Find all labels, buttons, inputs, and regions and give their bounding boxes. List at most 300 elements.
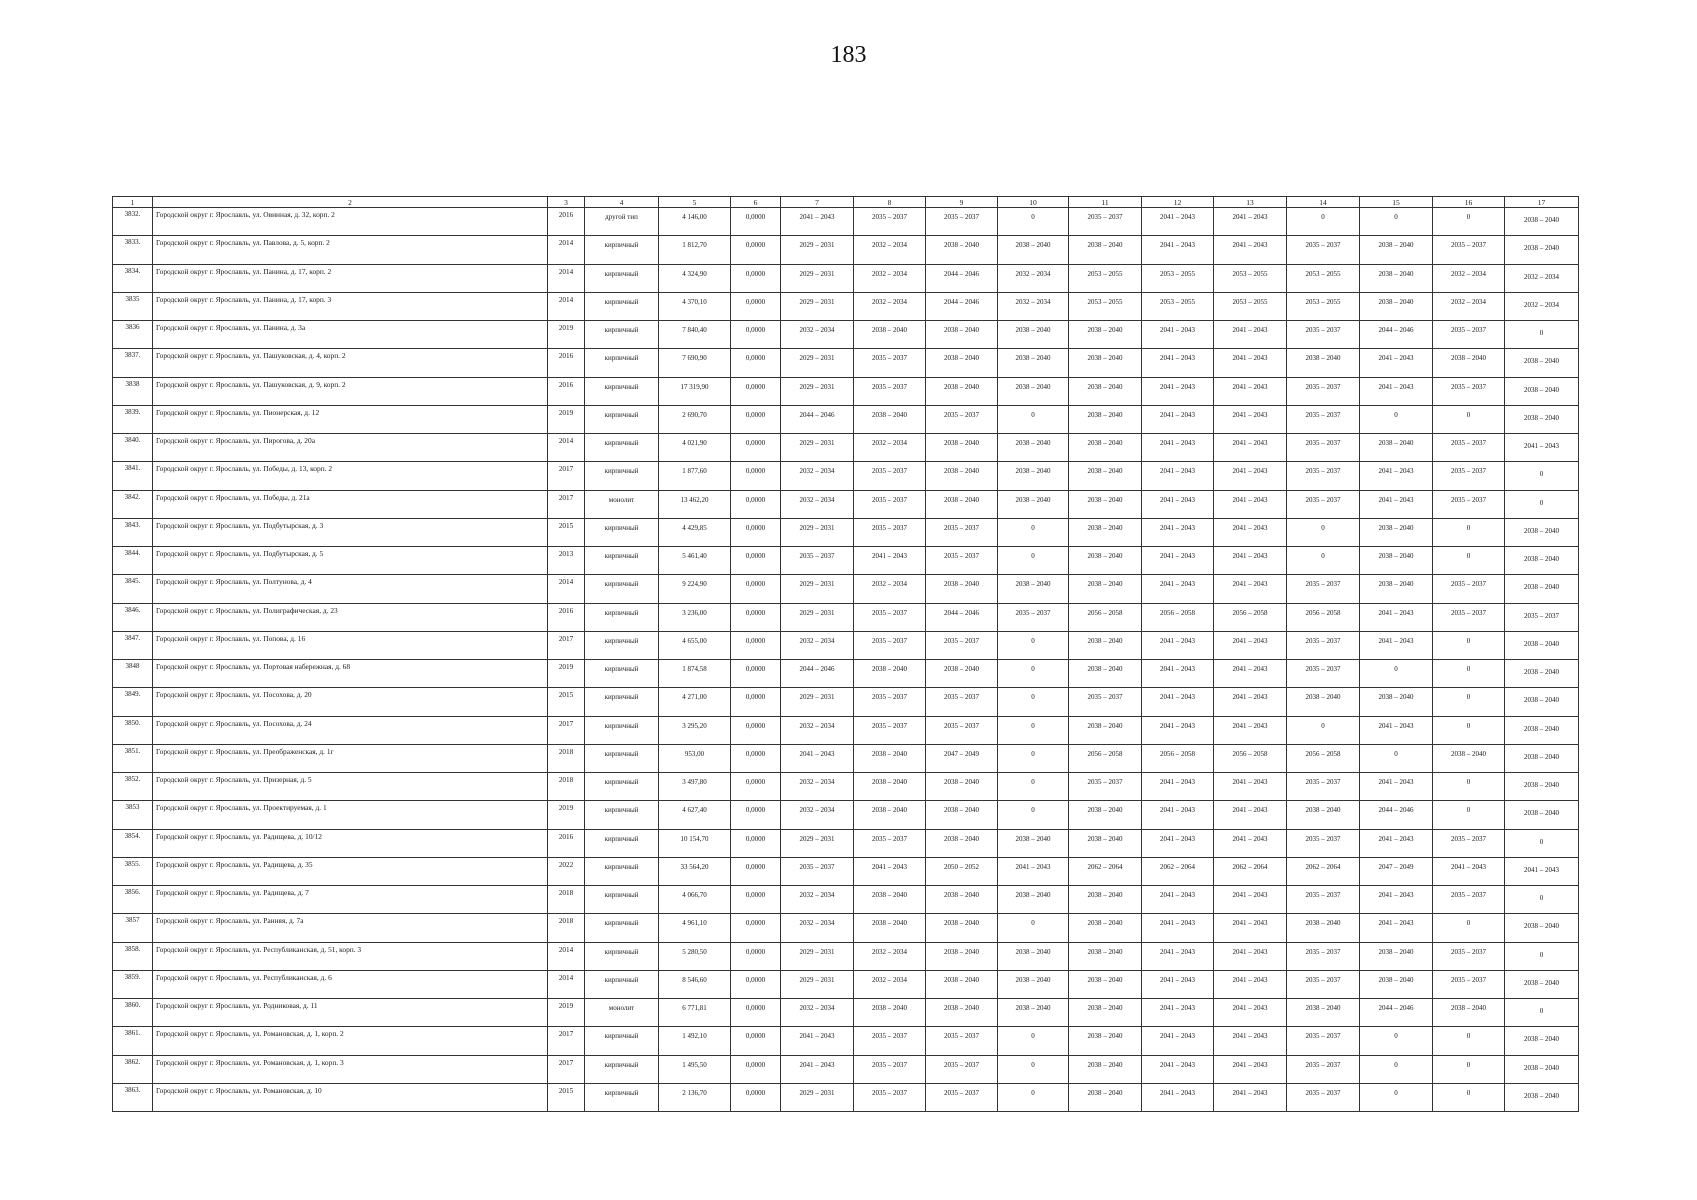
cell-col-7: 2032 – 2034	[781, 914, 854, 942]
cell-col-10: 2038 – 2040	[998, 490, 1069, 518]
cell-area: 10 154,70	[659, 829, 731, 857]
cell-col-6: 0,0000	[731, 942, 781, 970]
cell-col-6: 0,0000	[731, 660, 781, 688]
cell-col-16: 0	[1433, 208, 1505, 236]
cell-area: 5 280,50	[659, 942, 731, 970]
cell-col-11: 2038 – 2040	[1069, 1083, 1142, 1111]
cell-wall-material: кирпичный	[585, 631, 659, 659]
cell-year: 2019	[548, 801, 585, 829]
cell-wall-material: кирпичный	[585, 547, 659, 575]
table-row	[113, 236, 1579, 264]
cell-row-number: 3856.	[113, 886, 153, 914]
cell-col-10: 0	[998, 631, 1069, 659]
cell-address: Городской округ г. Ярославль, ул. Полиграфическая, д. 23	[153, 603, 548, 631]
cell-col-10: 2038 – 2040	[998, 886, 1069, 914]
cell-col-11: 2062 – 2064	[1069, 857, 1142, 885]
cell-col-13: 2041 – 2043	[1214, 970, 1287, 998]
cell-address: Городской округ г. Ярославль, ул. Панина, д. 3а	[153, 321, 548, 349]
cell-area: 7 690,90	[659, 349, 731, 377]
cell-address: Городской округ г. Ярославль, ул. Радищева, д. 10/12	[153, 829, 548, 857]
cell-col-9: 2038 – 2040	[926, 886, 998, 914]
cell-area: 4 429,85	[659, 518, 731, 546]
cell-col-8: 2032 – 2034	[854, 575, 926, 603]
cell-col-8: 2035 – 2037	[854, 829, 926, 857]
header-cell-address: 2	[153, 197, 548, 208]
cell-col-16: 0	[1433, 547, 1505, 575]
cell-col-14: 2035 – 2037	[1287, 434, 1360, 462]
cell-col-11: 2056 – 2058	[1069, 744, 1142, 772]
cell-row-number: 3852.	[113, 773, 153, 801]
cell-address: Городской округ г. Ярославль, ул. Победы, д. 21а	[153, 490, 548, 518]
cell-address: Городской округ г. Ярославль, ул. Павлова, д. 5, корп. 2	[153, 236, 548, 264]
cell-area: 4 066,70	[659, 886, 731, 914]
cell-col-10: 0	[998, 688, 1069, 716]
cell-col-11: 2038 – 2040	[1069, 886, 1142, 914]
cell-col-7: 2029 – 2031	[781, 292, 854, 320]
cell-row-number: 3842.	[113, 490, 153, 518]
cell-address: Городской округ г. Ярославль, ул. Овинная, д. 32, корп. 2	[153, 208, 548, 236]
cell-col-15: 2044 – 2046	[1360, 321, 1433, 349]
cell-col-15: 0	[1360, 660, 1433, 688]
cell-col-8: 2038 – 2040	[854, 773, 926, 801]
cell-col-14: 2038 – 2040	[1287, 801, 1360, 829]
cell-col-10: 2038 – 2040	[998, 321, 1069, 349]
cell-row-number: 3861.	[113, 1027, 153, 1055]
cell-col-17: 2038 – 2040	[1505, 716, 1579, 744]
cell-area: 1 874,58	[659, 660, 731, 688]
cell-area: 4 627,40	[659, 801, 731, 829]
data-table	[112, 196, 1579, 1112]
cell-col-14: 2035 – 2037	[1287, 970, 1360, 998]
cell-year: 2019	[548, 321, 585, 349]
cell-col-15: 0	[1360, 1055, 1433, 1083]
cell-wall-material: кирпичный	[585, 857, 659, 885]
cell-col-14: 2056 – 2058	[1287, 744, 1360, 772]
cell-col-15: 2041 – 2043	[1360, 462, 1433, 490]
cell-col-16: 0	[1433, 631, 1505, 659]
cell-col-7: 2041 – 2043	[781, 1055, 854, 1083]
cell-col-17: 2038 – 2040	[1505, 518, 1579, 546]
cell-row-number: 3844.	[113, 547, 153, 575]
cell-col-15: 2038 – 2040	[1360, 942, 1433, 970]
header-cell-col-11: 11	[1069, 197, 1142, 208]
cell-col-12: 2041 – 2043	[1142, 829, 1214, 857]
cell-col-12: 2041 – 2043	[1142, 490, 1214, 518]
cell-area: 1 492,10	[659, 1027, 731, 1055]
cell-col-16: 2038 – 2040	[1433, 999, 1505, 1027]
cell-col-17: 2038 – 2040	[1505, 236, 1579, 264]
cell-col-11: 2038 – 2040	[1069, 377, 1142, 405]
table-row	[113, 970, 1579, 998]
cell-col-15: 2041 – 2043	[1360, 829, 1433, 857]
cell-col-11: 2038 – 2040	[1069, 914, 1142, 942]
cell-col-13: 2041 – 2043	[1214, 660, 1287, 688]
cell-col-7: 2041 – 2043	[781, 744, 854, 772]
cell-row-number: 3836	[113, 321, 153, 349]
cell-year: 2014	[548, 575, 585, 603]
cell-col-9: 2038 – 2040	[926, 660, 998, 688]
cell-col-17: 2038 – 2040	[1505, 547, 1579, 575]
cell-col-16: 2035 – 2037	[1433, 434, 1505, 462]
table-row	[113, 603, 1579, 631]
cell-col-15: 0	[1360, 208, 1433, 236]
cell-col-10: 2038 – 2040	[998, 236, 1069, 264]
cell-col-8: 2035 – 2037	[854, 716, 926, 744]
cell-col-6: 0,0000	[731, 773, 781, 801]
cell-col-11: 2038 – 2040	[1069, 999, 1142, 1027]
cell-col-13: 2041 – 2043	[1214, 377, 1287, 405]
cell-col-10: 2038 – 2040	[998, 970, 1069, 998]
header-cell-col-14: 14	[1287, 197, 1360, 208]
cell-col-14: 2056 – 2058	[1287, 603, 1360, 631]
cell-col-7: 2029 – 2031	[781, 264, 854, 292]
cell-col-15: 2038 – 2040	[1360, 547, 1433, 575]
cell-col-14: 0	[1287, 518, 1360, 546]
page-number: 183	[830, 42, 867, 68]
cell-col-12: 2041 – 2043	[1142, 1027, 1214, 1055]
cell-area: 3 497,80	[659, 773, 731, 801]
cell-col-17: 0	[1505, 321, 1579, 349]
cell-col-15: 2047 – 2049	[1360, 857, 1433, 885]
cell-year: 2014	[548, 292, 585, 320]
cell-wall-material: кирпичный	[585, 886, 659, 914]
cell-row-number: 3839.	[113, 405, 153, 433]
cell-col-10: 2038 – 2040	[998, 434, 1069, 462]
cell-address: Городской округ г. Ярославль, ул. Романовская, д. 1, корп. 3	[153, 1055, 548, 1083]
table-row	[113, 264, 1579, 292]
cell-col-17: 2032 – 2034	[1505, 264, 1579, 292]
cell-col-17: 2038 – 2040	[1505, 688, 1579, 716]
cell-address: Городской округ г. Ярославль, ул. Родниковая, д. 11	[153, 999, 548, 1027]
cell-col-6: 0,0000	[731, 744, 781, 772]
cell-col-9: 2035 – 2037	[926, 208, 998, 236]
table-row	[113, 688, 1579, 716]
cell-col-8: 2038 – 2040	[854, 744, 926, 772]
cell-area: 4 021,90	[659, 434, 731, 462]
cell-col-6: 0,0000	[731, 292, 781, 320]
cell-year: 2018	[548, 744, 585, 772]
cell-col-7: 2044 – 2046	[781, 405, 854, 433]
header-cell-col-15: 15	[1360, 197, 1433, 208]
cell-col-17: 0	[1505, 462, 1579, 490]
cell-col-17: 2038 – 2040	[1505, 631, 1579, 659]
cell-year: 2013	[548, 547, 585, 575]
cell-area: 3 236,00	[659, 603, 731, 631]
cell-col-6: 0,0000	[731, 405, 781, 433]
cell-col-11: 2038 – 2040	[1069, 942, 1142, 970]
cell-address: Городской округ г. Ярославль, ул. Попова, д. 16	[153, 631, 548, 659]
cell-col-14: 2038 – 2040	[1287, 914, 1360, 942]
cell-col-15: 2038 – 2040	[1360, 264, 1433, 292]
cell-wall-material: монолит	[585, 999, 659, 1027]
cell-col-10: 0	[998, 716, 1069, 744]
cell-col-15: 2038 – 2040	[1360, 575, 1433, 603]
table-row	[113, 405, 1579, 433]
cell-year: 2015	[548, 688, 585, 716]
cell-year: 2017	[548, 631, 585, 659]
cell-col-8: 2038 – 2040	[854, 914, 926, 942]
cell-col-15: 2041 – 2043	[1360, 603, 1433, 631]
cell-col-7: 2032 – 2034	[781, 321, 854, 349]
cell-col-14: 2035 – 2037	[1287, 377, 1360, 405]
header-row	[113, 197, 1579, 208]
cell-col-11: 2038 – 2040	[1069, 660, 1142, 688]
cell-col-10: 0	[998, 801, 1069, 829]
cell-wall-material: кирпичный	[585, 914, 659, 942]
cell-year: 2014	[548, 942, 585, 970]
cell-col-11: 2038 – 2040	[1069, 970, 1142, 998]
cell-address: Городской округ г. Ярославль, ул. Пашуковская, д. 4, корп. 2	[153, 349, 548, 377]
cell-row-number: 3838	[113, 377, 153, 405]
cell-area: 13 462,20	[659, 490, 731, 518]
cell-row-number: 3837.	[113, 349, 153, 377]
cell-col-14: 2035 – 2037	[1287, 886, 1360, 914]
cell-col-16: 2032 – 2034	[1433, 292, 1505, 320]
cell-col-6: 0,0000	[731, 886, 781, 914]
cell-col-17: 2038 – 2040	[1505, 660, 1579, 688]
cell-col-8: 2032 – 2034	[854, 236, 926, 264]
cell-area: 7 840,40	[659, 321, 731, 349]
cell-col-17: 2038 – 2040	[1505, 801, 1579, 829]
cell-wall-material: другой тип	[585, 208, 659, 236]
cell-col-6: 0,0000	[731, 1083, 781, 1111]
cell-col-16: 0	[1433, 1027, 1505, 1055]
cell-address: Городской округ г. Ярославль, ул. Панина, д. 17, корп. 3	[153, 292, 548, 320]
table-row	[113, 434, 1579, 462]
cell-col-10: 0	[998, 547, 1069, 575]
cell-col-6: 0,0000	[731, 829, 781, 857]
table-row	[113, 886, 1579, 914]
cell-col-17: 0	[1505, 886, 1579, 914]
cell-address: Городской округ г. Ярославль, ул. Подбутырская, д. 3	[153, 518, 548, 546]
cell-year: 2018	[548, 886, 585, 914]
header-cell-year: 3	[548, 197, 585, 208]
cell-col-11: 2038 – 2040	[1069, 518, 1142, 546]
cell-year: 2017	[548, 716, 585, 744]
cell-area: 9 224,90	[659, 575, 731, 603]
cell-col-16: 0	[1433, 688, 1505, 716]
cell-wall-material: кирпичный	[585, 970, 659, 998]
cell-area: 1 877,60	[659, 462, 731, 490]
cell-col-14: 2053 – 2055	[1287, 264, 1360, 292]
table-row	[113, 857, 1579, 885]
cell-col-15: 2041 – 2043	[1360, 716, 1433, 744]
table-row	[113, 914, 1579, 942]
table-row	[113, 292, 1579, 320]
cell-col-10: 2038 – 2040	[998, 999, 1069, 1027]
cell-col-14: 2035 – 2037	[1287, 236, 1360, 264]
cell-wall-material: кирпичный	[585, 603, 659, 631]
cell-col-7: 2032 – 2034	[781, 801, 854, 829]
cell-col-17: 2038 – 2040	[1505, 773, 1579, 801]
cell-col-14: 2035 – 2037	[1287, 1055, 1360, 1083]
cell-col-8: 2038 – 2040	[854, 886, 926, 914]
header-cell-col-12: 12	[1142, 197, 1214, 208]
cell-col-11: 2038 – 2040	[1069, 829, 1142, 857]
cell-col-7: 2041 – 2043	[781, 208, 854, 236]
cell-col-8: 2035 – 2037	[854, 1083, 926, 1111]
cell-col-9: 2038 – 2040	[926, 490, 998, 518]
cell-wall-material: кирпичный	[585, 660, 659, 688]
cell-col-9: 2035 – 2037	[926, 716, 998, 744]
table-row	[113, 829, 1579, 857]
cell-row-number: 3854.	[113, 829, 153, 857]
cell-year: 2017	[548, 1027, 585, 1055]
table-row	[113, 773, 1579, 801]
header-cell-col-13: 13	[1214, 197, 1287, 208]
cell-col-17: 2038 – 2040	[1505, 744, 1579, 772]
cell-col-13: 2041 – 2043	[1214, 236, 1287, 264]
cell-col-15: 2044 – 2046	[1360, 801, 1433, 829]
cell-col-14: 2035 – 2037	[1287, 660, 1360, 688]
cell-col-13: 2041 – 2043	[1214, 1055, 1287, 1083]
cell-col-16: 0	[1433, 518, 1505, 546]
cell-wall-material: кирпичный	[585, 462, 659, 490]
cell-year: 2014	[548, 264, 585, 292]
cell-col-8: 2038 – 2040	[854, 405, 926, 433]
cell-col-7: 2032 – 2034	[781, 490, 854, 518]
cell-col-15: 0	[1360, 405, 1433, 433]
cell-col-11: 2038 – 2040	[1069, 1055, 1142, 1083]
cell-col-15: 2041 – 2043	[1360, 377, 1433, 405]
cell-col-17: 2038 – 2040	[1505, 208, 1579, 236]
cell-col-11: 2035 – 2037	[1069, 688, 1142, 716]
cell-row-number: 3841.	[113, 462, 153, 490]
cell-col-12: 2062 – 2064	[1142, 857, 1214, 885]
cell-col-8: 2035 – 2037	[854, 349, 926, 377]
cell-col-12: 2041 – 2043	[1142, 518, 1214, 546]
cell-col-14: 2035 – 2037	[1287, 462, 1360, 490]
cell-col-11: 2056 – 2058	[1069, 603, 1142, 631]
cell-col-6: 0,0000	[731, 1055, 781, 1083]
cell-col-9: 2038 – 2040	[926, 377, 998, 405]
cell-col-14: 2035 – 2037	[1287, 1083, 1360, 1111]
cell-col-7: 2029 – 2031	[781, 1083, 854, 1111]
cell-address: Городской округ г. Ярославль, ул. Посохова, д. 20	[153, 688, 548, 716]
cell-area: 4 961,10	[659, 914, 731, 942]
cell-col-14: 2038 – 2040	[1287, 349, 1360, 377]
cell-col-7: 2029 – 2031	[781, 688, 854, 716]
cell-col-7: 2035 – 2037	[781, 857, 854, 885]
table-row	[113, 490, 1579, 518]
cell-col-8: 2035 – 2037	[854, 377, 926, 405]
cell-col-9: 2038 – 2040	[926, 462, 998, 490]
cell-area: 4 324,90	[659, 264, 731, 292]
cell-wall-material: кирпичный	[585, 377, 659, 405]
cell-wall-material: кирпичный	[585, 829, 659, 857]
header-cell-col-16: 16	[1433, 197, 1505, 208]
cell-address: Городской округ г. Ярославль, ул. Проектируемая, д. 1	[153, 801, 548, 829]
cell-col-6: 0,0000	[731, 264, 781, 292]
cell-col-17: 0	[1505, 999, 1579, 1027]
cell-col-16: 2035 – 2037	[1433, 575, 1505, 603]
cell-col-9: 2038 – 2040	[926, 801, 998, 829]
cell-address: Городской округ г. Ярославль, ул. Ранняя, д. 7а	[153, 914, 548, 942]
cell-col-11: 2038 – 2040	[1069, 1027, 1142, 1055]
cell-row-number: 3859.	[113, 970, 153, 998]
cell-col-7: 2041 – 2043	[781, 1027, 854, 1055]
cell-wall-material: кирпичный	[585, 744, 659, 772]
cell-address: Городской округ г. Ярославль, ул. Романовская, д. 10	[153, 1083, 548, 1111]
table-row	[113, 1055, 1579, 1083]
cell-col-9: 2035 – 2037	[926, 1055, 998, 1083]
header-cell-col-8: 8	[854, 197, 926, 208]
cell-area: 1 812,70	[659, 236, 731, 264]
cell-col-17: 2038 – 2040	[1505, 1027, 1579, 1055]
cell-wall-material: кирпичный	[585, 773, 659, 801]
cell-col-11: 2035 – 2037	[1069, 773, 1142, 801]
cell-col-12: 2041 – 2043	[1142, 349, 1214, 377]
cell-col-9: 2038 – 2040	[926, 999, 998, 1027]
cell-col-11: 2038 – 2040	[1069, 575, 1142, 603]
cell-col-11: 2038 – 2040	[1069, 405, 1142, 433]
cell-col-14: 2035 – 2037	[1287, 631, 1360, 659]
cell-col-6: 0,0000	[731, 801, 781, 829]
cell-address: Городской округ г. Ярославль, ул. Победы, д. 13, корп. 2	[153, 462, 548, 490]
cell-row-number: 3845.	[113, 575, 153, 603]
table-body	[113, 208, 1579, 1112]
cell-col-6: 0,0000	[731, 547, 781, 575]
cell-col-13: 2056 – 2058	[1214, 603, 1287, 631]
cell-address: Городской округ г. Ярославль, ул. Пионерская, д. 12	[153, 405, 548, 433]
cell-col-6: 0,0000	[731, 688, 781, 716]
cell-col-13: 2041 – 2043	[1214, 773, 1287, 801]
cell-col-16: 2038 – 2040	[1433, 349, 1505, 377]
table-row	[113, 321, 1579, 349]
cell-col-17: 2038 – 2040	[1505, 377, 1579, 405]
cell-col-9: 2044 – 2046	[926, 292, 998, 320]
cell-col-8: 2032 – 2034	[854, 942, 926, 970]
table-row	[113, 1083, 1579, 1111]
cell-col-12: 2041 – 2043	[1142, 321, 1214, 349]
cell-row-number: 3846.	[113, 603, 153, 631]
cell-col-6: 0,0000	[731, 914, 781, 942]
cell-row-number: 3847.	[113, 631, 153, 659]
header-cell-wall-material: 4	[585, 197, 659, 208]
header-cell-col-17: 17	[1505, 197, 1579, 208]
cell-col-13: 2041 – 2043	[1214, 1027, 1287, 1055]
cell-col-6: 0,0000	[731, 462, 781, 490]
cell-col-14: 2062 – 2064	[1287, 857, 1360, 885]
cell-wall-material: кирпичный	[585, 264, 659, 292]
cell-col-12: 2041 – 2043	[1142, 773, 1214, 801]
cell-col-15: 2044 – 2046	[1360, 999, 1433, 1027]
cell-col-16: 2035 – 2037	[1433, 377, 1505, 405]
table-row	[113, 942, 1579, 970]
cell-col-13: 2041 – 2043	[1214, 886, 1287, 914]
cell-address: Городской округ г. Ярославль, ул. Пашуковская, д. 9, корп. 2	[153, 377, 548, 405]
cell-col-12: 2041 – 2043	[1142, 405, 1214, 433]
cell-col-10: 0	[998, 1027, 1069, 1055]
cell-col-7: 2029 – 2031	[781, 942, 854, 970]
cell-area: 953,00	[659, 744, 731, 772]
cell-col-8: 2035 – 2037	[854, 518, 926, 546]
cell-col-7: 2029 – 2031	[781, 377, 854, 405]
cell-col-9: 2035 – 2037	[926, 1027, 998, 1055]
cell-col-16: 2035 – 2037	[1433, 829, 1505, 857]
cell-wall-material: кирпичный	[585, 292, 659, 320]
cell-col-13: 2053 – 2055	[1214, 264, 1287, 292]
cell-col-7: 2029 – 2031	[781, 518, 854, 546]
cell-col-15: 2041 – 2043	[1360, 773, 1433, 801]
cell-col-16: 0	[1433, 660, 1505, 688]
cell-col-6: 0,0000	[731, 377, 781, 405]
cell-col-8: 2041 – 2043	[854, 547, 926, 575]
cell-col-14: 2038 – 2040	[1287, 688, 1360, 716]
cell-col-9: 2038 – 2040	[926, 434, 998, 462]
cell-wall-material: кирпичный	[585, 321, 659, 349]
cell-wall-material: кирпичный	[585, 434, 659, 462]
